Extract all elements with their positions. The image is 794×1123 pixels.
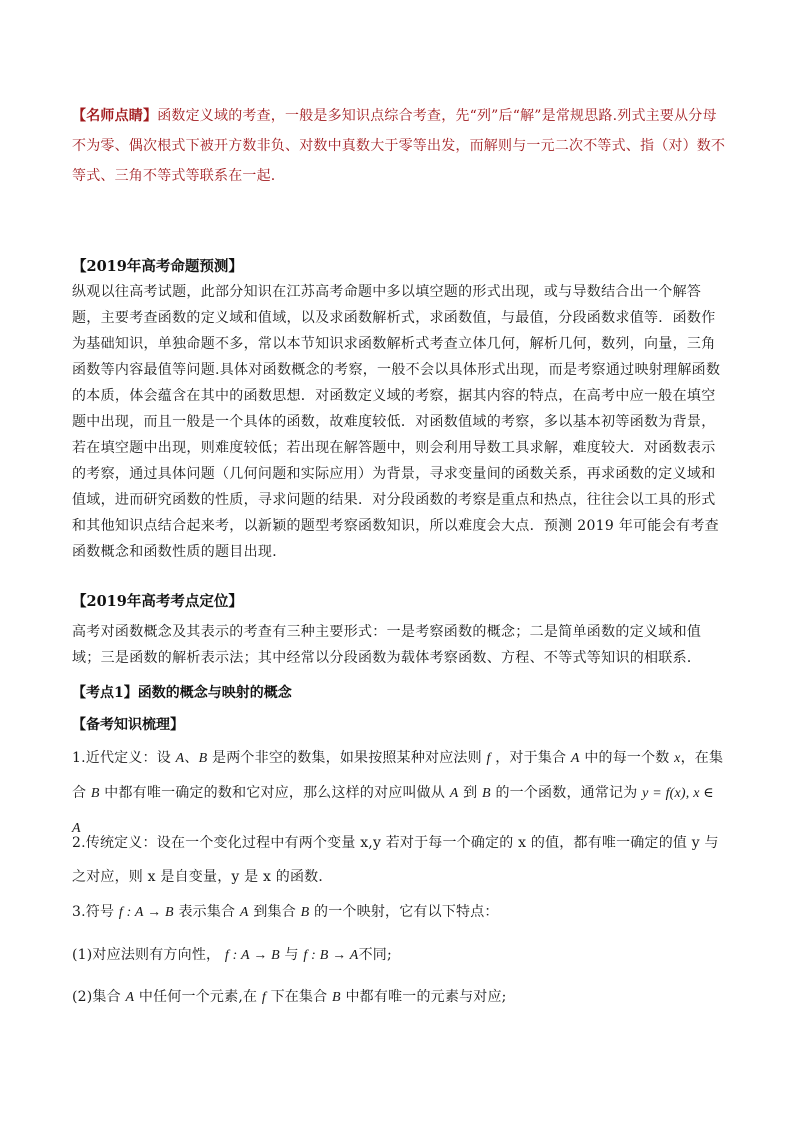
prop2-text-d: 中都有唯一的元素与对应; — [345, 989, 507, 1005]
property-2 — [72, 980, 726, 1015]
def1-text-i: 的一个函数，通常记为 — [495, 785, 638, 801]
def3-text-b: 表示集合 — [178, 904, 236, 920]
prop1-text-a: (1)对应法则有方向性， — [72, 947, 221, 963]
property-1 — [72, 938, 726, 973]
def1-sep: 、 — [184, 750, 199, 766]
definition-traditional: 2.传统定义：设在一个变化过程中有两个变量 x,y 若对于每一个确定的 x 的值，都有唯一确定的值 y 与之对应，则 x 是自变量，y 是 x 的函数． — [72, 835, 719, 885]
def3-text-d: 的一个映射，它有以下特点： — [314, 904, 499, 920]
set-b: B — [90, 786, 100, 801]
set-a: A — [125, 990, 135, 1005]
forecast-heading: 【2019年高考命题预测】 — [72, 258, 243, 275]
mapping-symbol-line — [72, 895, 726, 930]
set-b: B — [198, 751, 208, 766]
def3-text-c: 到集合 — [253, 904, 296, 920]
set-b: B — [482, 786, 491, 801]
positioning-heading: 【2019年高考考点定位】 — [72, 593, 243, 610]
mapping-b-to-a: f : B → A — [303, 948, 359, 963]
mapping-a-to-b: f : A → B — [224, 948, 280, 963]
teacher-tip-text: 函数定义域的考查，一般是多知识点综合考查，先“列”后“解”是常规思路.列式主要从分母不为零、偶次根式下被开方数非负、对数中真数大于零等出发，而解则与一元二次不等式、指（对）数不等式、三角不等式等联系在一起. — [72, 108, 726, 184]
prop1-text-b: 与 — [284, 947, 299, 963]
def1-text-b: 是两个非空的数集，如果按照某种对应法则 — [212, 750, 482, 766]
var-x: x — [674, 751, 681, 766]
positioning-paragraph: 高考对函数概念及其表示的考查有三种主要形式：一是考察函数的概念；二是简单函数的定义域和值域；三是函数的解析表示法；其中经常以分段函数为载体考察函数、方程、不等式等知识的相联系． — [72, 624, 702, 666]
point1-heading: 【考点1】函数的概念与映射的概念 — [72, 685, 292, 701]
forecast-paragraph: 纵观以往高考试题，此部分知识在江苏高考命题中多以填空题的形式出现，或与导数结合出一个解答题，主要考查函数的定义域和值域，以及求函数解析式，求函数值，与最值，分段函数求值等．函数作为基础知识，单独命题不多，常以本节知识求函数解析式考查立体几何，解析几何，数列，向量，三角函数等内容最值等问题.具体对函数概念的考察，一般不会以具体形式出现，而是考察通过映射理解函数的本质，体会蕴含在其中的函数思想．对函数定义域的考察，据其内容的特点，在高考中应一般在填空题中出现，而且一般是一个具体的函数，故难度较低．对函数值域的考察，多以基本初等函数为背景，若在填空题中出现，则难度较低；若出现在解答题中，则会利用导数工具求解，难度较大．对函数表示的考察，通过具体问题（几何问题和实际应用）为背景，寻求变量间的函数关系，再求函数的定义域和值域，进而研究函数的性质，寻求问题的结果．对分段函数的考察是重点和热点，往往会以工具的形式和其他知识点结合起来考，以新颖的题型考察函数知识，所以难度会大点．预测 2019 年可能会有考查函数概念和函数性质的题目出现． — [72, 284, 721, 560]
def1-text-e: ，在集合 — [72, 750, 724, 801]
rule-f: f — [261, 990, 266, 1005]
teacher-tip-paragraph — [72, 101, 726, 191]
prop2-text-b: 中任何一个元素,在 — [138, 989, 258, 1005]
prop2-text-c: 下在集合 — [270, 989, 328, 1005]
rule-f: f — [486, 751, 491, 766]
def1-text-a: 1.近代定义：设 — [72, 750, 171, 766]
set-a: A — [175, 751, 185, 766]
def3-text-a: 3.符号 — [72, 904, 115, 920]
def1-text-c: ，对于集合 — [495, 750, 567, 766]
set-a: A — [239, 905, 249, 920]
set-b: B — [300, 905, 310, 920]
review-heading: 【备考知识梳理】 — [72, 717, 184, 733]
def1-text-d: 中的每一个数 — [584, 750, 670, 766]
mapping-symbol: f : A → B — [118, 905, 174, 920]
prop2-text-a: (2)集合 — [72, 989, 121, 1005]
prop1-text-c: 不同; — [358, 947, 392, 963]
def1-text-h: 到 — [463, 785, 478, 801]
set-b: B — [332, 990, 341, 1005]
function-formula: y = f(x), x ∈ A — [72, 786, 714, 836]
set-a: A — [449, 786, 459, 801]
set-a: A — [570, 751, 580, 766]
teacher-tip-label: 【名师点睛】 — [72, 108, 158, 124]
def1-text-g: 中都有唯一确定的数和它对应，那么这样的对应叫做从 — [104, 785, 446, 801]
